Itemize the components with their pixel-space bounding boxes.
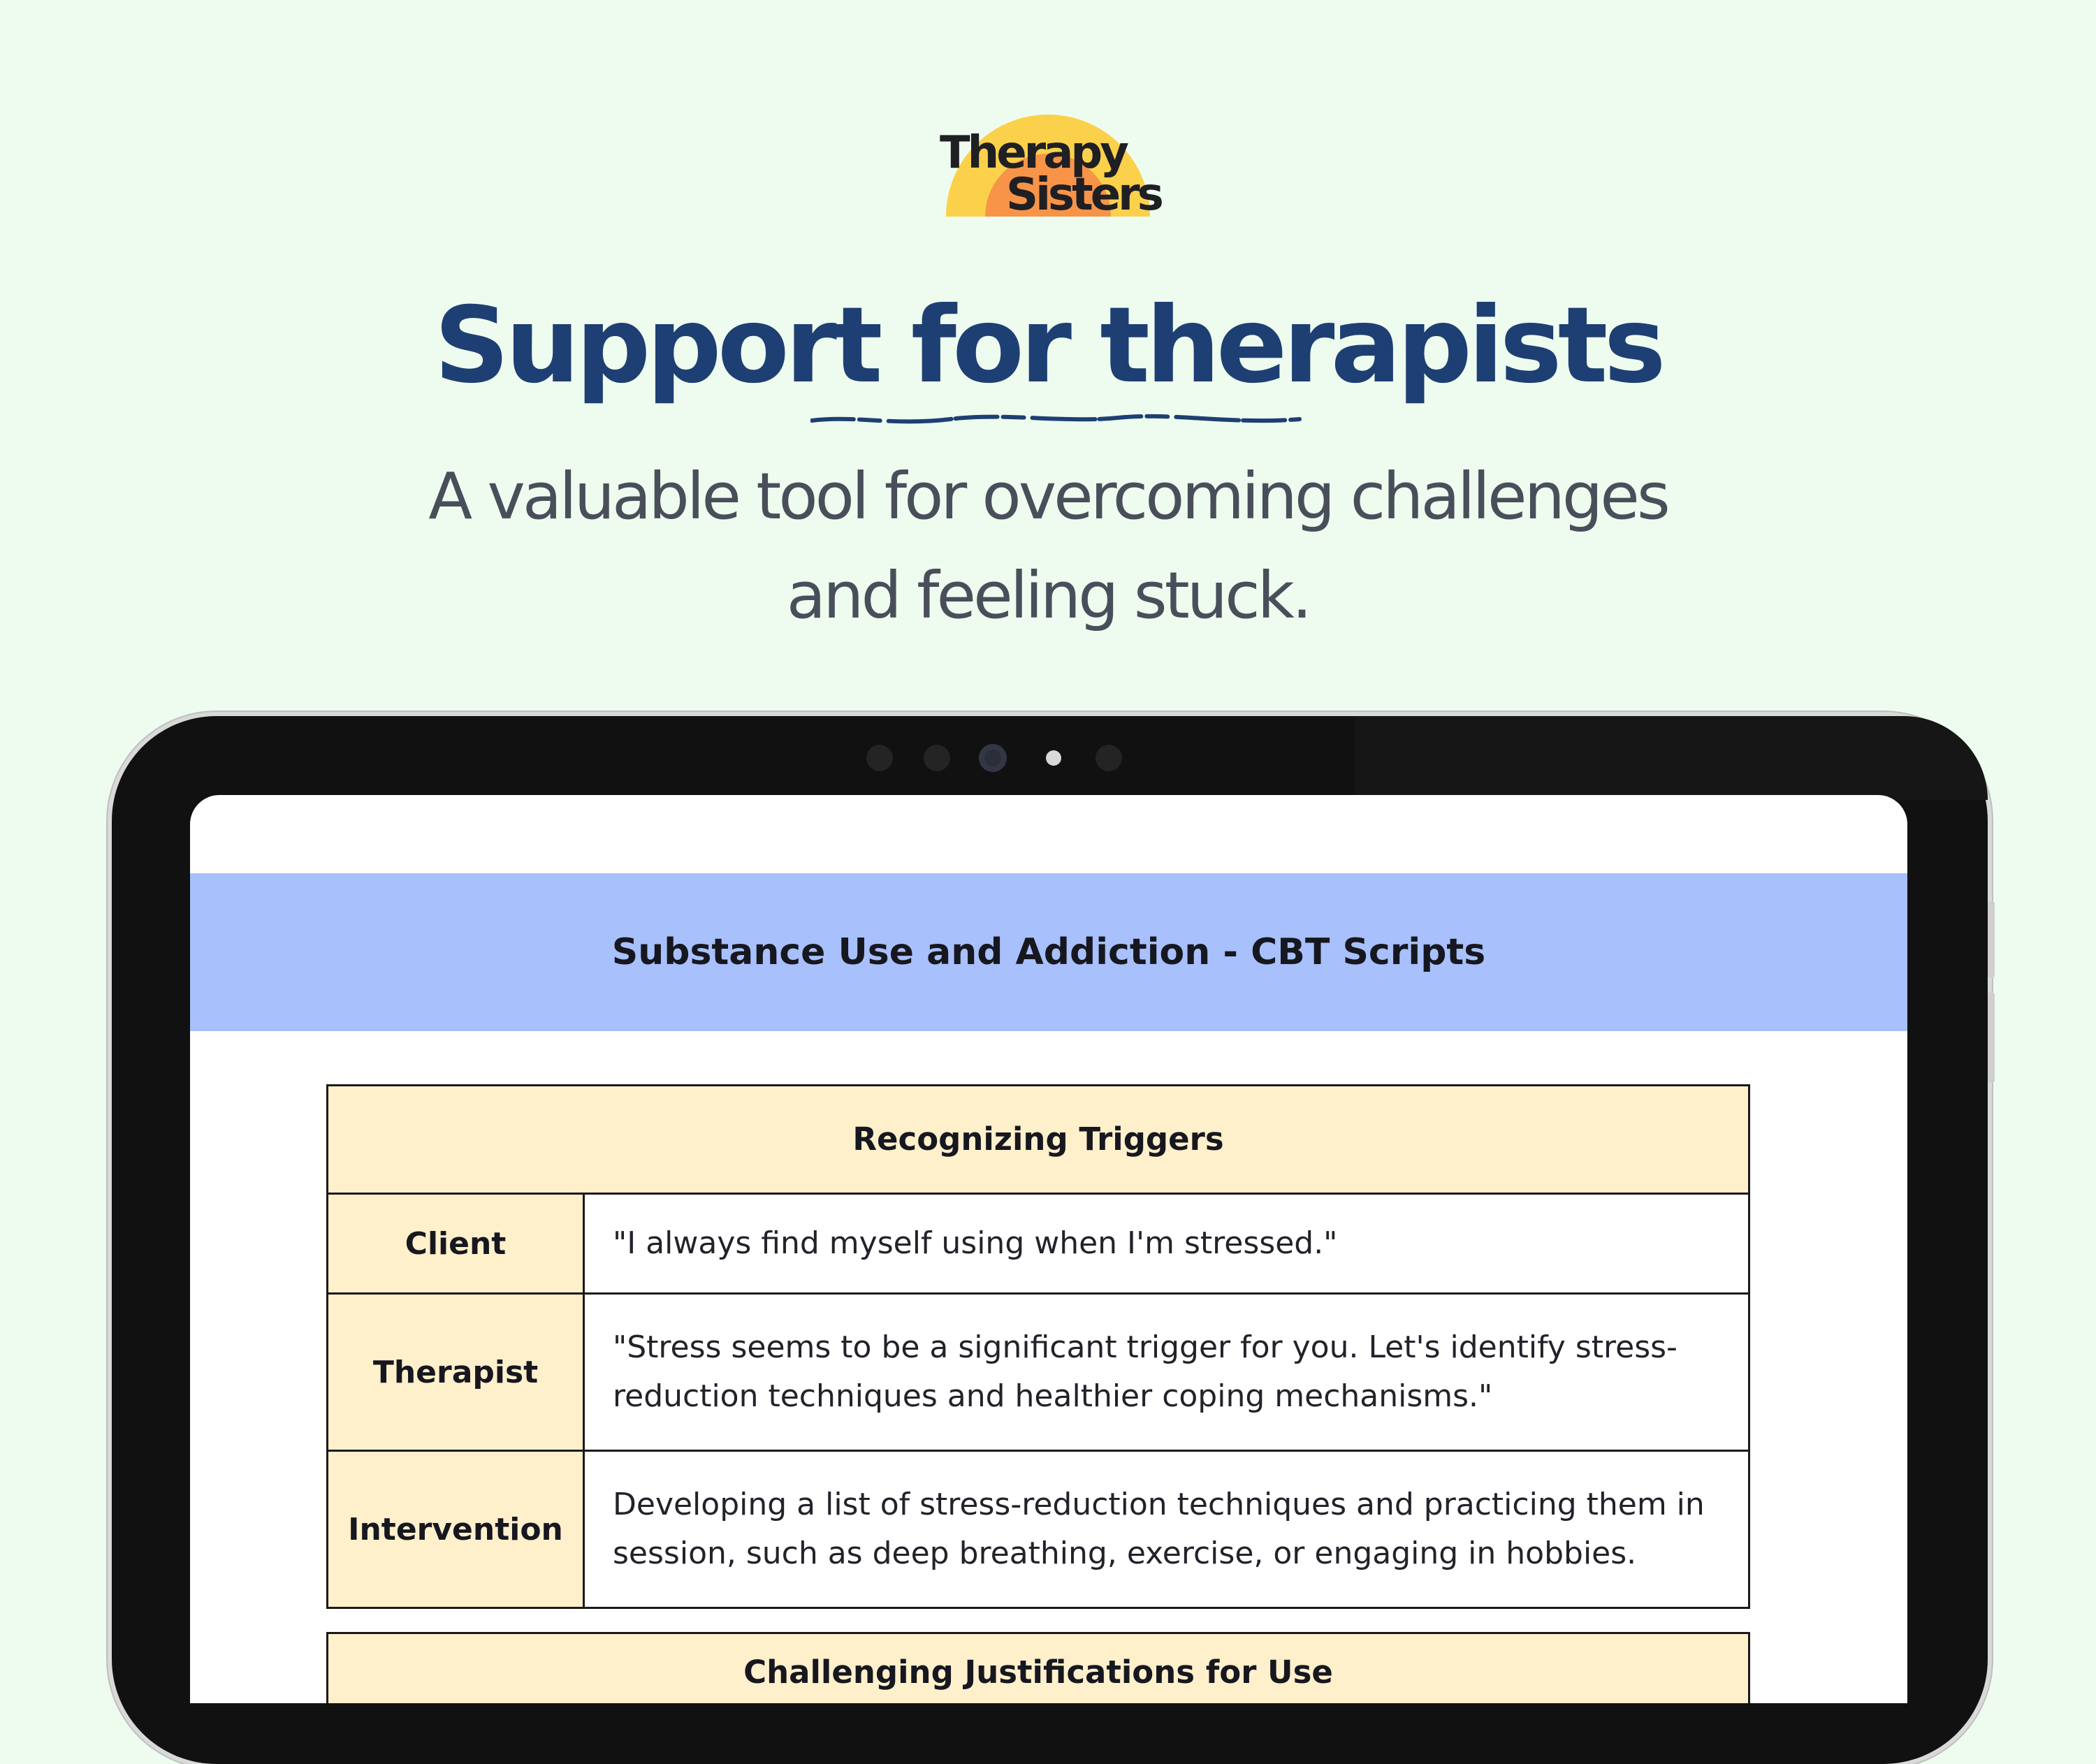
sensor-dot xyxy=(866,745,893,771)
svg-text:Sisters: Sisters xyxy=(1006,169,1161,221)
subheadline-line-2: and feeling stuck. xyxy=(786,558,1310,633)
table-heading: Recognizing Triggers xyxy=(328,1086,1748,1195)
table-row xyxy=(328,1295,1748,1452)
row-text-client: "I always find myself using when I'm stressed." xyxy=(613,1225,1338,1261)
row-label-intervention: Intervention xyxy=(328,1452,585,1607)
page-headline: Support for therapists xyxy=(434,285,1662,407)
underline-scribble xyxy=(810,412,1341,429)
tablet-bezel-highlight xyxy=(1355,716,1988,800)
sensor-dot xyxy=(924,745,950,771)
next-table-heading: Challenging Justifications for Use xyxy=(326,1632,1750,1703)
tablet-side-button xyxy=(1988,901,1995,978)
camera-lens-icon xyxy=(979,744,1007,772)
row-text-intervention: Developing a list of stress-reduction techniques and practicing them in session, such as deep breathing, exercise, or engaging in hobbies. xyxy=(613,1487,1705,1571)
document-title: Substance Use and Addiction - CBT Scripts xyxy=(611,931,1486,973)
sun-logo-icon xyxy=(929,112,1167,231)
svg-text:Therapy: Therapy xyxy=(940,127,1126,179)
sensor-light xyxy=(1046,750,1061,766)
tablet-screen xyxy=(190,795,1907,1703)
table-row xyxy=(328,1195,1748,1295)
script-table xyxy=(326,1084,1750,1609)
subheadline-line-1: A valuable tool for overcoming challenges xyxy=(428,459,1668,534)
document-banner xyxy=(190,873,1907,1031)
row-label-client: Client xyxy=(328,1195,585,1292)
therapy-sisters-logo xyxy=(929,112,1167,231)
sensor-dot xyxy=(1096,745,1122,771)
row-label-therapist: Therapist xyxy=(328,1295,585,1450)
row-text-therapist: "Stress seems to be a significant trigger for you. Let's identify stress-reduction techniques and healthier coping mechanisms." xyxy=(613,1329,1677,1414)
page-subheadline xyxy=(0,447,2096,646)
tablet-side-button xyxy=(1988,992,1995,1083)
table-row xyxy=(328,1452,1748,1607)
